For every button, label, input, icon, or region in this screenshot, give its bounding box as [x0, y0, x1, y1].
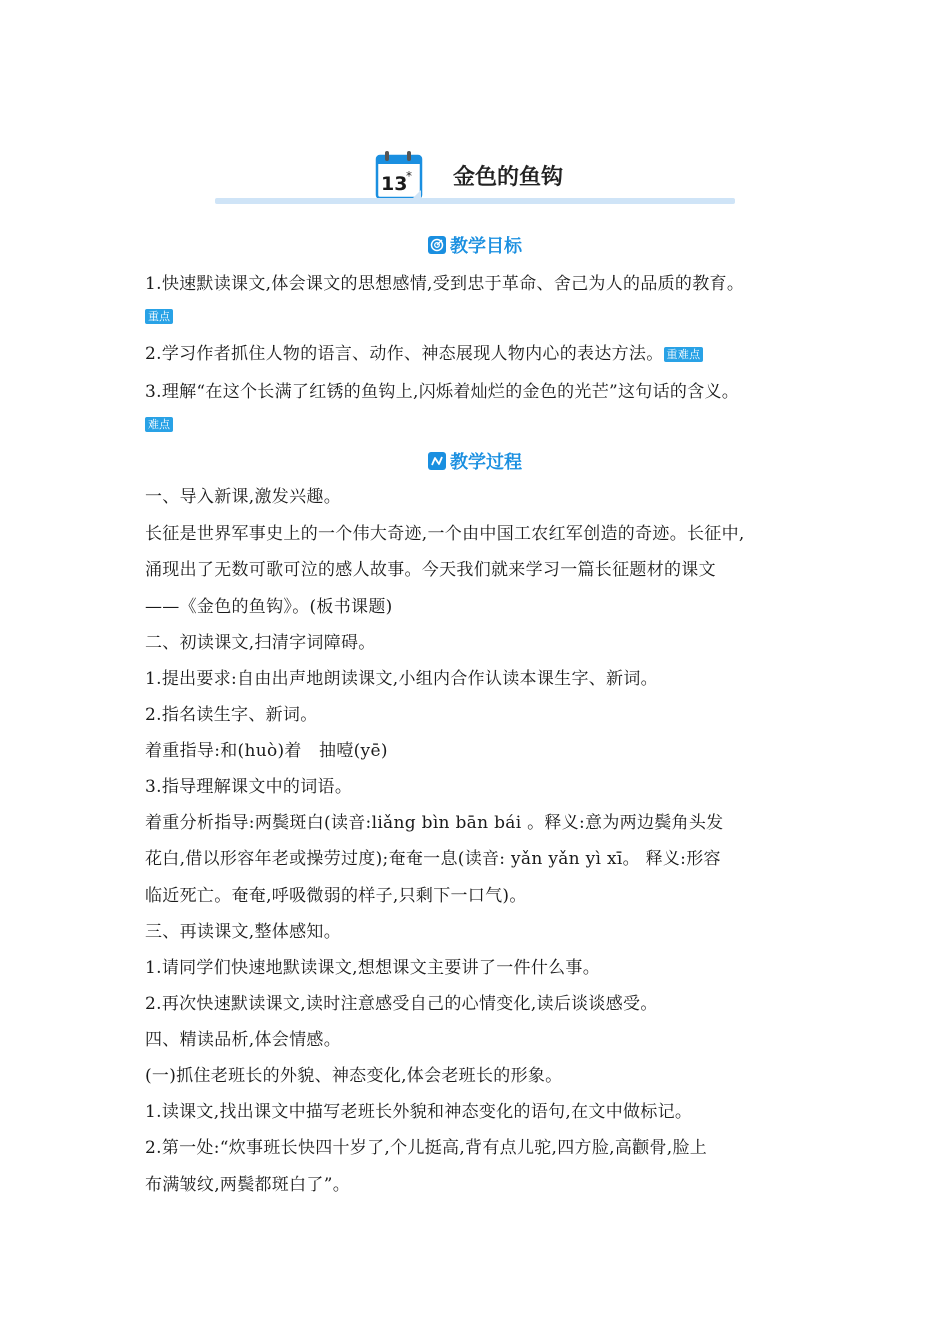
lesson-number: 13: [381, 173, 408, 195]
goal-2-text: 2.学习作者抓住人物的语言、动作、神态展现人物内心的表达方法。: [145, 344, 664, 364]
process-line: 临近死亡。奄奄,呼吸微弱的样子,只剩下一口气)。: [145, 886, 527, 906]
goal-3-badge-row: [145, 414, 173, 433]
key-difficult-badge: 重难点: [664, 347, 704, 362]
goal-3: 3.理解“在这个长满了红锈的鱼钩上,闪烁着灿烂的金色的光芒”这句话的含义。: [145, 382, 740, 402]
process-line: 花白,借以形容年老或操劳过度);奄奄一息(读音: yǎn yǎn yì xī。 释义:形容: [145, 849, 721, 869]
process-line: 3.指导理解课文中的词语。: [145, 777, 353, 797]
process-heading-text: 教学过程: [450, 452, 522, 473]
process-line: 1.提出要求:自由出声地朗读课文,小组内合作认读本课生字、新词。: [145, 669, 658, 689]
goals-heading-text: 教学目标: [450, 236, 522, 257]
goal-2: [145, 342, 703, 366]
process-line: 一、导入新课,激发兴趣。: [145, 487, 342, 507]
goal-1-badge-row: [145, 306, 173, 325]
process-line: 着重指导:和(huò)着 抽噎(yē): [145, 741, 388, 761]
goals-heading: [0, 232, 950, 260]
process-line: 涌现出了无数可歌可泣的感人故事。今天我们就来学习一篇长征题材的课文: [145, 560, 716, 580]
process-line: 二、初读课文,扫清字词障碍。: [145, 633, 376, 653]
goal-1: 1.快速默读课文,体会课文的思想感情,受到忠于革命、舍己为人的品质的教育。: [145, 274, 745, 294]
process-line: 2.指名读生字、新词。: [145, 705, 318, 725]
lesson-header: [215, 150, 735, 206]
process-line: ——《金色的鱼钩》。(板书课题): [145, 597, 393, 617]
key-point-badge: 重点: [145, 309, 173, 324]
process-line: (一)抓住老班长的外貌、神态变化,体会老班长的形象。: [145, 1066, 563, 1086]
process-heading: [0, 448, 950, 476]
process-line: 1.请同学们快速地默读课文,想想课文主要讲了一件什么事。: [145, 958, 601, 978]
process-line: 三、再读课文,整体感知。: [145, 922, 342, 942]
process-line: 着重分析指导:两鬓斑白(读音:liǎng bìn bān bái 。释义:意为两边鬓角头发: [145, 813, 724, 833]
process-line: 四、精读品析,体会情感。: [145, 1030, 342, 1050]
process-icon: [428, 452, 446, 470]
lesson-title: 金色的鱼钩: [453, 165, 564, 190]
lesson-star: *: [406, 169, 412, 183]
process-line: 布满皱纹,两鬓都斑白了”。: [145, 1175, 350, 1195]
process-line: 2.第一处:“炊事班长快四十岁了,个儿挺高,背有点儿驼,四方脸,高颧骨,脸上: [145, 1138, 708, 1158]
process-line: 长征是世界军事史上的一个伟大奇迹,一个由中国工农红军创造的奇迹。长征中,: [145, 524, 745, 544]
target-icon: [428, 236, 446, 254]
process-line: 2.再次快速默读课文,读时注意感受自己的心情变化,读后谈谈感受。: [145, 994, 658, 1014]
process-line: 1.读课文,找出课文中描写老班长外貌和神态变化的语句,在文中做标记。: [145, 1102, 693, 1122]
difficult-point-badge: 难点: [145, 417, 173, 432]
calendar-icon: [375, 150, 427, 202]
header-divider: [215, 198, 735, 204]
